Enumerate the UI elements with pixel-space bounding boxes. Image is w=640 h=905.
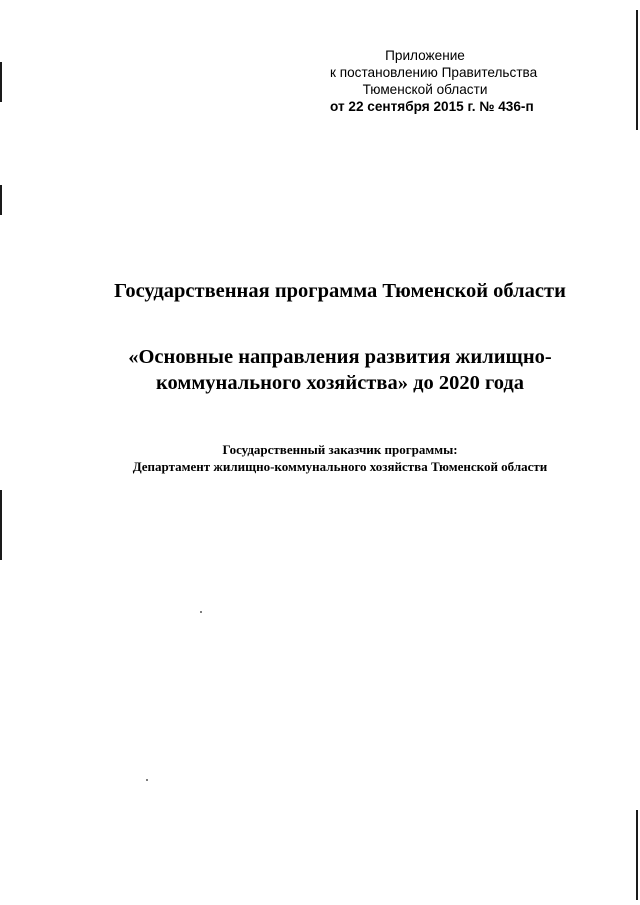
appendix-label: Приложение <box>385 48 465 63</box>
scan-edge-mark-left-low <box>0 490 2 560</box>
scan-edge-mark-left-top <box>0 62 2 102</box>
program-title: Государственная программа Тюменской области <box>114 280 566 302</box>
scan-edge-mark-right-top <box>636 10 638 130</box>
scan-speck <box>200 611 202 613</box>
customer-label: Государственный заказчик программы: <box>222 442 458 457</box>
program-name-line-2: коммунального хозяйства» до 2020 года <box>155 372 525 394</box>
appendix-resolution-ref: к постановлению Правительства <box>330 65 538 80</box>
appendix-date-number: от 22 сентября 2015 г. № 436-п <box>330 99 534 114</box>
scan-edge-mark-right-bottom <box>636 810 638 900</box>
customer-value: Департамент жилищно-коммунального хозяйства Тюменской области <box>132 459 548 474</box>
scan-edge-mark-left-mid <box>0 185 2 215</box>
program-name <box>60 344 620 396</box>
program-name-line-1: «Основные направления развития жилищно- <box>128 346 552 368</box>
scan-speck <box>146 779 148 781</box>
program-customer <box>80 441 600 475</box>
appendix-header <box>330 47 538 115</box>
appendix-region: Тюменской области <box>362 82 488 97</box>
